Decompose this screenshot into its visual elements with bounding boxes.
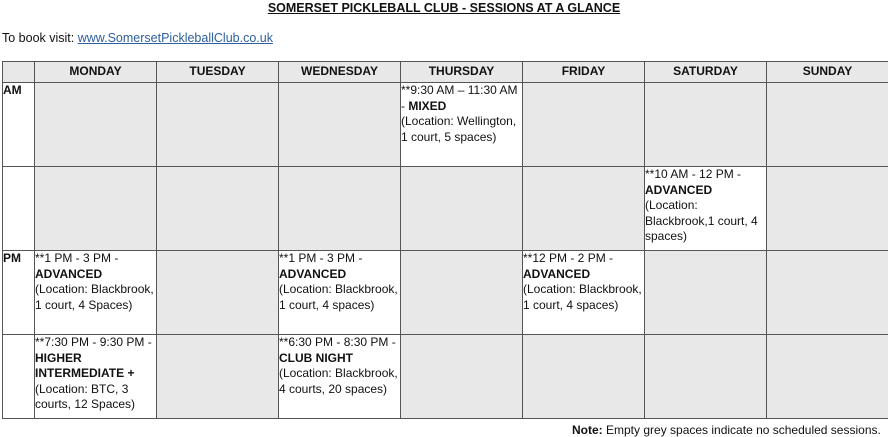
note-text: Empty grey spaces indicate no scheduled sessions. <box>603 423 881 437</box>
day-header-saturday: SATURDAY <box>645 62 767 83</box>
session-wednesday-pm-1 <box>279 251 401 335</box>
empty-cell <box>523 83 645 167</box>
session-time: **9:30 AM – 11:30 AM - <box>401 83 518 113</box>
session-saturday-am <box>645 167 767 251</box>
session-time: **1 PM - 3 PM - <box>35 251 118 265</box>
empty-cell <box>35 83 157 167</box>
am-row-2 <box>3 167 888 251</box>
empty-cell <box>645 335 767 419</box>
empty-cell <box>401 251 523 335</box>
empty-cell <box>157 167 279 251</box>
session-details: (Location: Wellington, 1 court, 5 spaces) <box>401 114 516 144</box>
session-type: ADVANCED <box>35 267 102 281</box>
session-details: (Location: Blackbrook,1 court, 4 spaces) <box>645 198 758 243</box>
pm-row-1 <box>3 251 888 335</box>
corner-cell <box>3 62 35 83</box>
empty-cell <box>767 251 888 335</box>
am-row-1 <box>3 83 888 167</box>
booking-link[interactable]: www.SomersetPickleballClub.co.uk <box>78 31 273 45</box>
day-header-friday: FRIDAY <box>523 62 645 83</box>
empty-cell <box>35 167 157 251</box>
empty-cell <box>767 335 888 419</box>
empty-cell <box>767 83 888 167</box>
empty-cell <box>523 335 645 419</box>
session-friday-pm-1 <box>523 251 645 335</box>
empty-cell <box>767 167 888 251</box>
empty-cell <box>157 335 279 419</box>
session-time: **7:30 PM - 9:30 PM - <box>35 335 152 349</box>
session-details: (Location: Blackbrook, 1 court, 4 Spaces) <box>35 282 154 312</box>
empty-cell <box>279 167 401 251</box>
period-label-pm: PM <box>3 251 35 335</box>
header-row <box>3 62 888 83</box>
period-label-am: AM <box>3 83 35 167</box>
booking-prefix: To book visit: <box>2 31 78 45</box>
session-type: MIXED <box>408 99 446 113</box>
day-header-thursday: THURSDAY <box>401 62 523 83</box>
day-header-tuesday: TUESDAY <box>157 62 279 83</box>
session-type: HIGHER INTERMEDIATE + <box>35 351 134 381</box>
day-header-monday: MONDAY <box>35 62 157 83</box>
empty-cell <box>401 335 523 419</box>
sessions-table <box>2 61 888 419</box>
empty-cell <box>523 167 645 251</box>
session-details: (Location: Blackbrook, 4 courts, 20 spaces) <box>279 366 398 396</box>
session-time: **12 PM - 2 PM - <box>523 251 613 265</box>
session-time: **10 AM - 12 PM - <box>645 167 741 181</box>
session-monday-pm-2 <box>35 335 157 419</box>
empty-cell <box>645 251 767 335</box>
session-thursday-am <box>401 83 523 167</box>
session-type: ADVANCED <box>645 183 712 197</box>
period-spacer <box>3 335 35 419</box>
empty-cell <box>279 83 401 167</box>
session-monday-pm-1 <box>35 251 157 335</box>
day-header-wednesday: WEDNESDAY <box>279 62 401 83</box>
empty-cell <box>157 251 279 335</box>
session-type: ADVANCED <box>279 267 346 281</box>
session-type: ADVANCED <box>523 267 590 281</box>
session-type: CLUB NIGHT <box>279 351 353 365</box>
note-label: Note: <box>572 423 603 437</box>
page-title: SOMERSET PICKLEBALL CLUB - SESSIONS AT A GLANCE <box>0 1 888 15</box>
session-details: (Location: Blackbrook, 1 court, 4 spaces) <box>523 282 642 312</box>
session-time: **1 PM - 3 PM - <box>279 251 362 265</box>
empty-cell <box>645 83 767 167</box>
empty-cell <box>401 167 523 251</box>
period-spacer <box>3 167 35 251</box>
session-wednesday-pm-2 <box>279 335 401 419</box>
session-details: (Location: BTC, 3 courts, 12 Spaces) <box>35 382 135 412</box>
pm-row-2 <box>3 335 888 419</box>
booking-line <box>2 31 273 45</box>
empty-cell <box>157 83 279 167</box>
session-time: **6:30 PM - 8:30 PM - <box>279 335 396 349</box>
day-header-sunday: SUNDAY <box>767 62 888 83</box>
session-details: (Location: Blackbrook, 1 court, 4 spaces) <box>279 282 398 312</box>
